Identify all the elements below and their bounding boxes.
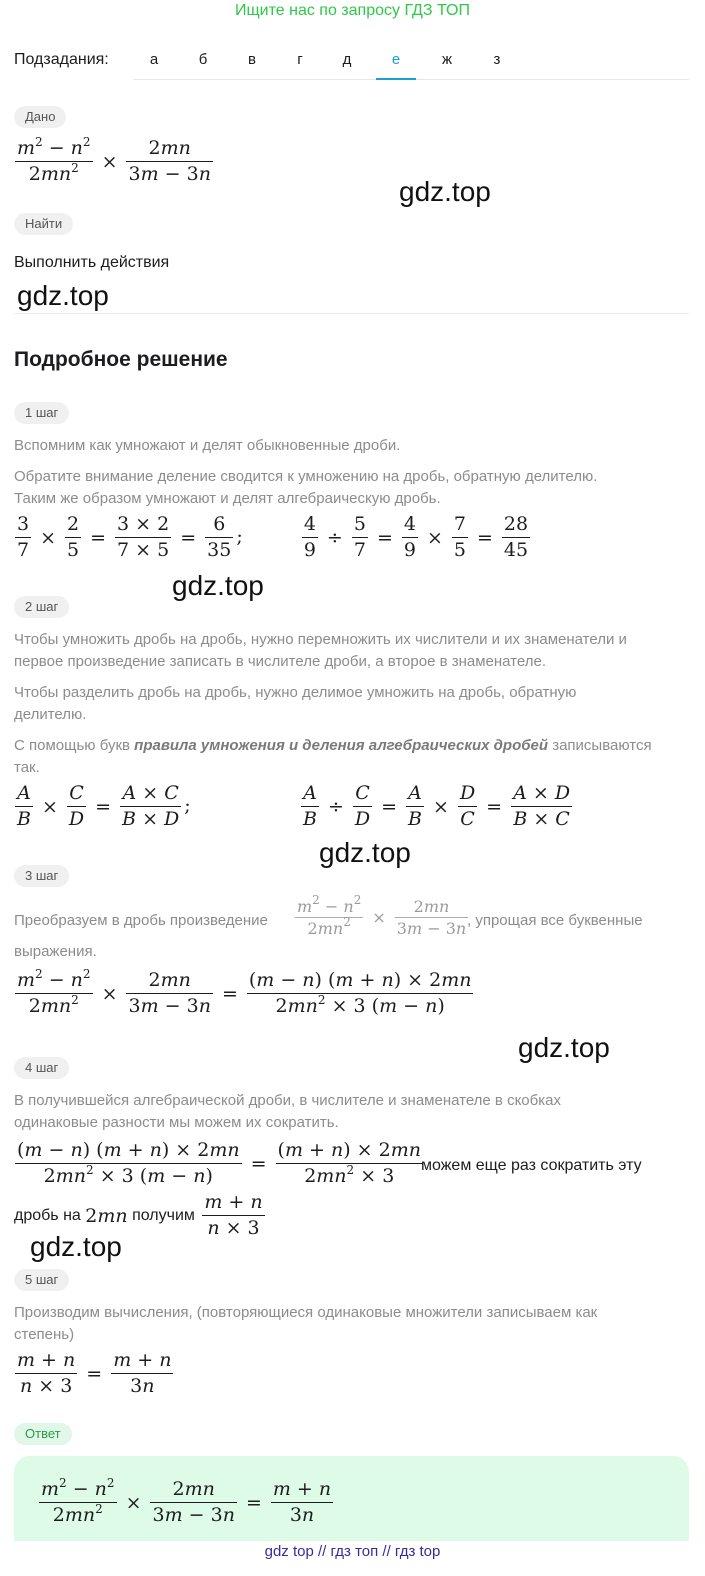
step-3-text-suffix: , упрощая все буквенные xyxy=(467,912,643,929)
given-pill: Дано xyxy=(14,106,66,128)
step-3-pill: 3 шаг xyxy=(14,865,69,887)
step-4-line2: дробь на 2mn получим $\frac{m + n}{n \times 3}$ xyxy=(14,1191,263,1239)
step-5-formula: $\frac{m + n}{n \times 3}$ = $\frac{m + n}{3n}$ xyxy=(17,1349,172,1397)
tab-b[interactable]: б xyxy=(198,51,208,68)
find-text: Выполнить действия xyxy=(14,254,170,271)
watermark: gdz.top xyxy=(319,837,411,868)
step-2-formula-div: $\frac{A}{B}$ ÷ $\frac{C}{D}$ = $\frac{A}{B}$ × $\frac{D}{C}$ = $\frac{A \times D}{B \times C}$ xyxy=(303,782,571,830)
watermark: gdz.top xyxy=(17,280,109,311)
step-1-text: Вспомним как умножают и делят обыкновенные дроби. xyxy=(14,437,401,454)
step-3-text-end: выражения. xyxy=(14,943,97,960)
promo-banner[interactable]: Ищите нас по запросу ГДЗ ТОП xyxy=(235,2,470,19)
section-divider xyxy=(14,313,689,314)
subtasks-nav xyxy=(14,48,689,80)
step-3-formula: $\frac{m^2 - n^2}{2mn^2}$ × $\frac{2mn}{3m - 3n}$ = $\frac{(m - n) (m + n) \times 2mn}{2mn^2 \times 3 (m - n)}$ xyxy=(17,967,472,1017)
given-formula: $\frac{m^2 - n^2}{2mn^2}$ × $\frac{2mn}{3m - 3n}$ xyxy=(17,135,211,185)
step-2-text: так. xyxy=(14,759,40,776)
answer-formula: $\frac{m^2 - n^2}{2mn^2}$ × $\frac{2mn}{3m - 3n}$ = $\frac{m + n}{3n}$ xyxy=(41,1476,332,1526)
tab-a[interactable]: а xyxy=(149,51,159,68)
tab-e[interactable]: е xyxy=(376,51,416,68)
tab-v[interactable]: в xyxy=(248,51,256,68)
step-1-text: Обратите внимание деление сводится к умножению на дробь, обратную делителю. xyxy=(14,468,598,485)
step-5-pill: 5 шаг xyxy=(14,1269,69,1291)
tab-zh[interactable]: ж xyxy=(441,51,453,68)
step-5-text: Производим вычисления, (повторяющиеся одинаковые множители записываем как xyxy=(14,1304,598,1321)
step-2-text: Чтобы умножить дробь на дробь, нужно перемножить их числители и их знаменатели и xyxy=(14,631,627,648)
step-3-inline-formula: $\frac{m^2 - n^2}{2mn^2}$ × $\frac{2mn}{3m - 3n}$ xyxy=(297,893,467,938)
step-2-pill: 2 шаг xyxy=(14,596,69,618)
answer-pill: Ответ xyxy=(14,1423,72,1445)
step-4-formula: $\frac{(m - n) (m + n) \times 2mn}{2mn^2 \times 3 (m - n)}$ = $\frac{(m + n) \times 2mn}{2mn^2 \times 3}$ xyxy=(17,1139,421,1187)
step-2-rule-text: С помощью букв правила умножения и деления алгебраических дробей записываются xyxy=(14,737,652,754)
watermark: gdz.top xyxy=(399,176,491,207)
step-4-text: одинаковые разности мы можем их сократить. xyxy=(14,1114,339,1131)
solution-title: Подробное решение xyxy=(14,348,228,371)
find-pill: Найти xyxy=(14,213,73,235)
step-4-pill: 4 шаг xyxy=(14,1057,69,1079)
watermark: gdz.top xyxy=(172,570,264,601)
step-1-text: Таким же образом умножают и делят алгебраическую дробь. xyxy=(14,490,441,507)
step-2-formula-mult: $\frac{A}{B}$ × $\frac{C}{D}$ = $\frac{A \times C}{B \times D}$ ; xyxy=(17,782,191,830)
step-1-formula: $\frac{3}{7}$ × $\frac{2}{5}$ = $\frac{3 \times 2}{7 \times 5}$ = $\frac{6}{35}$ ; $\frac{4}{9}$ ÷ $\frac{5}{7}$ = $\frac{4}{9}$ × $\frac{7}{5}$ = $\frac{28}{45}$ xyxy=(17,513,529,561)
tab-d[interactable]: д xyxy=(342,51,352,68)
step-2-text: Чтобы разделить дробь на дробь, нужно делимое умножить на дробь, обратную xyxy=(14,684,577,701)
step-4-text: В получившейся алгебраической дроби, в числителе и знаменателе в скобках xyxy=(14,1092,561,1109)
step-1-pill: 1 шаг xyxy=(14,402,69,424)
step-2-text: делителю. xyxy=(14,706,87,723)
tab-g[interactable]: г xyxy=(297,51,303,68)
footer-links[interactable]: gdz top // гдз топ // гдз top xyxy=(264,1543,441,1560)
step-3-text-prefix: Преобразуем в дробь произведение xyxy=(14,912,268,929)
watermark: gdz.top xyxy=(518,1032,610,1063)
step-5-text: степень) xyxy=(14,1326,75,1343)
subtasks-label: Подзадания: xyxy=(14,51,109,68)
step-4-after-formula: можем еще раз сократить эту xyxy=(421,1157,642,1174)
watermark: gdz.top xyxy=(30,1231,122,1262)
rule-emphasis: правила умножения и деления алгебраических дробей xyxy=(134,737,549,754)
tab-z[interactable]: з xyxy=(493,51,501,68)
step-2-text: первое произведение записать в числителе дроби, а второе в знаменателе. xyxy=(14,653,546,670)
